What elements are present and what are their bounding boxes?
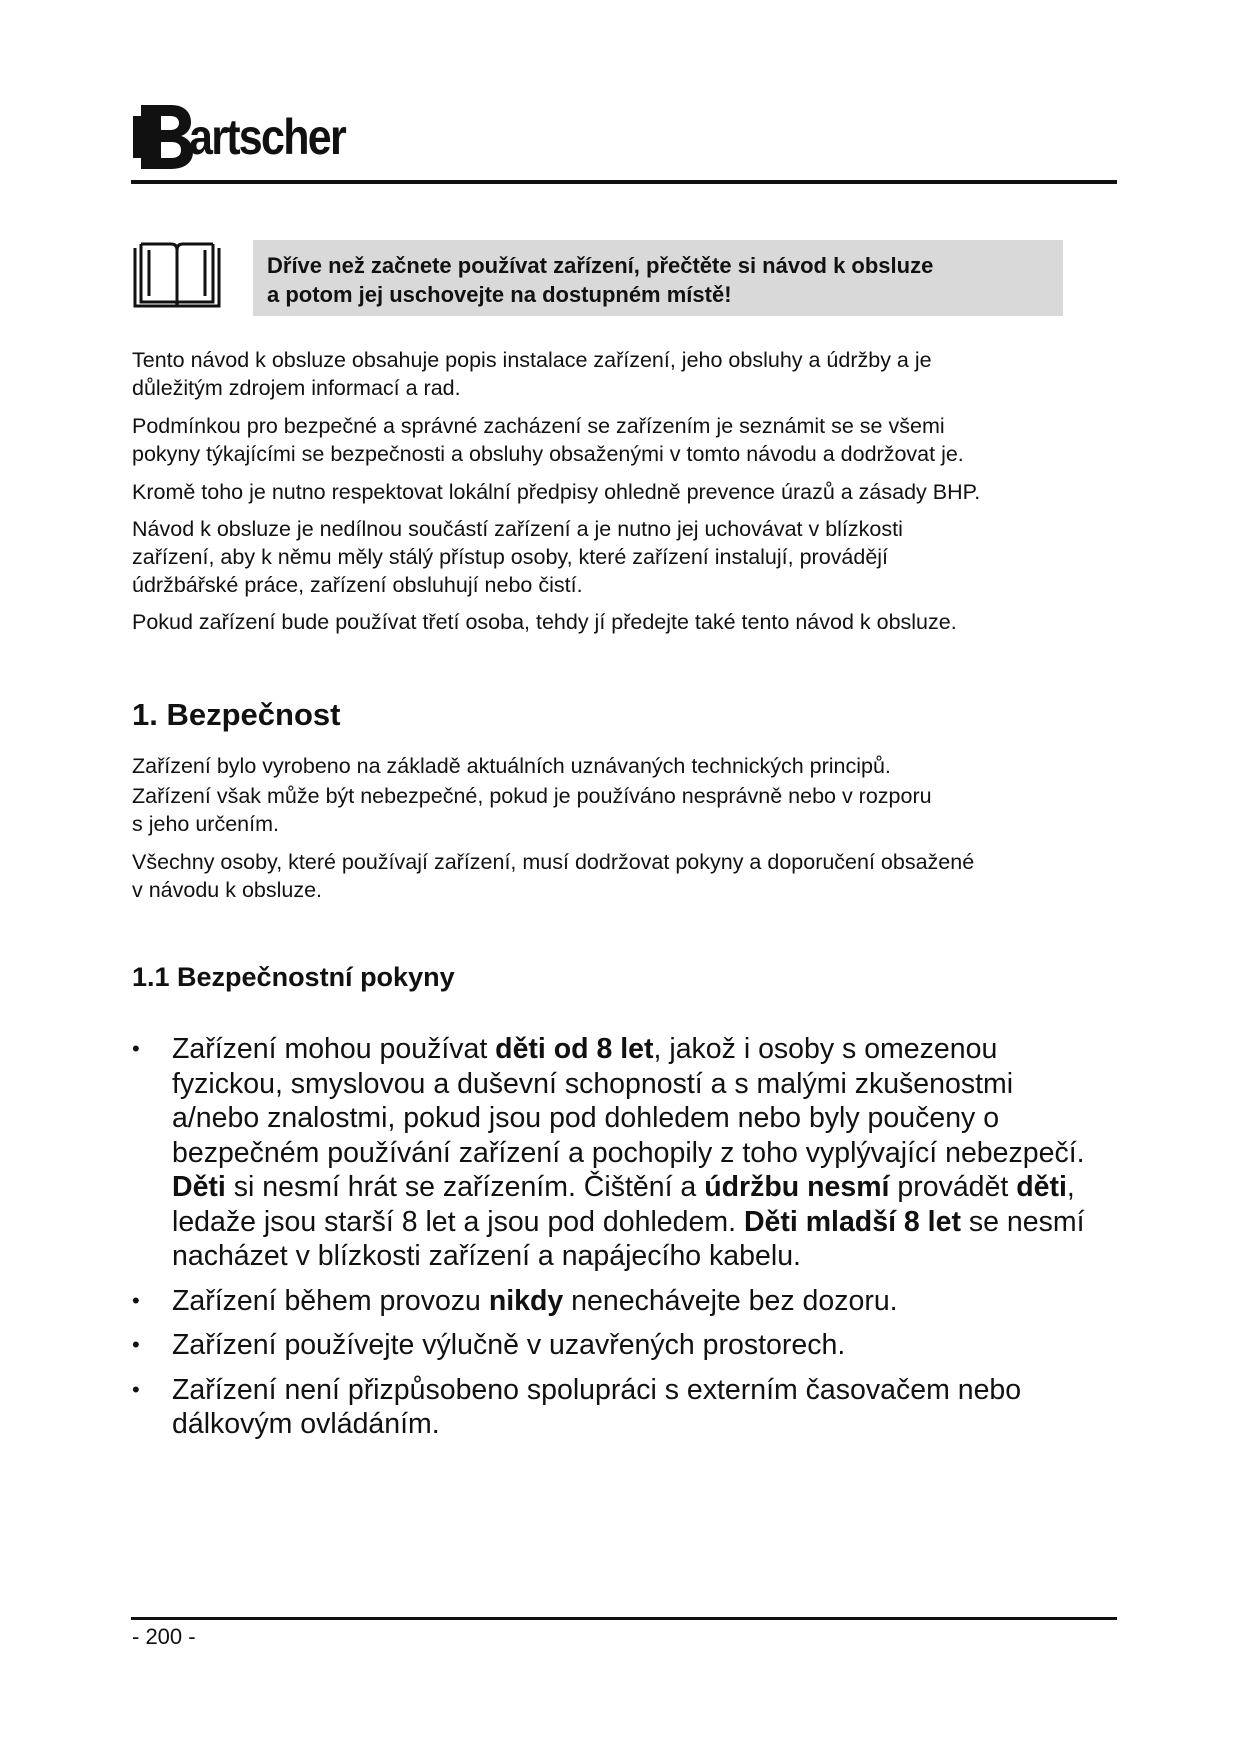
bullet-icon: •: [132, 1376, 140, 1402]
safety-instructions-list: [132, 1032, 1182, 1452]
list-item: [132, 1284, 1182, 1319]
emphasis-text: Děti: [172, 1171, 226, 1203]
emphasis-text: Děti mladší 8 let: [743, 1205, 961, 1238]
text-line: zařízení, aby k němu měly stálý přístup osoby, které zařízení instalují, provádějí: [132, 545, 889, 569]
text-line: Podmínkou pro bezpečné a správné zacházení se zařízením je seznámit se se všemi: [132, 414, 945, 438]
text-line: Návod k obsluze je nedílnou součástí zařízení a je nutno jej uchovávat v blízkosti: [132, 517, 903, 541]
text-run: ,: [1066, 1171, 1075, 1203]
text-line: Zařízení bylo vyrobeno na základě aktuálních uznávaných technických principů.: [132, 754, 891, 778]
text-line: Pokud zařízení bude používat třetí osoba, tehdy jí předejte také tento návod k obsluze.: [132, 610, 957, 634]
text-line: pokyny týkajícími se bezpečnosti a obsluhy obsaženými v tomto návodu a dodržovat je.: [132, 442, 964, 466]
text-line: Všechny osoby, které používají zařízení, musí dodržovat pokyny a doporučení obsažené: [132, 850, 975, 874]
read-manual-notice: [253, 240, 1063, 316]
text-run: si nesmí hrát se zařízením. Čištění a: [225, 1171, 705, 1203]
text-run: Zařízení mohou používat: [172, 1033, 496, 1065]
text-line: a/nebo znalostmi, pokud jsou pod dohledem nebo byly poučeny o: [172, 1102, 1000, 1134]
intro-paragraph: [132, 515, 1132, 599]
notice-line: Dříve než začnete používat zařízení, přečtěte si návod k obsluze: [267, 253, 934, 278]
emphasis-text: děti: [1016, 1171, 1067, 1203]
text-run: se nesmí: [960, 1205, 1085, 1238]
text-line: [172, 1284, 1182, 1319]
list-item: [132, 1373, 1182, 1442]
brand-logo-text: artscher: [189, 109, 345, 165]
text-run: nenechávejte bez dozoru.: [563, 1284, 898, 1317]
text-line: [172, 1205, 1182, 1240]
emphasis-text: údržbu nesmí: [704, 1171, 890, 1203]
text-line: údržbářské práce, zařízení obsluhují nebo čistí.: [132, 573, 583, 597]
text-line: Zařízení používejte výlučně v uzavřených prostorech.: [172, 1329, 846, 1361]
text-run: , jakož i osoby s omezenou: [653, 1033, 998, 1065]
text-line: Zařízení však může být nebezpečné, pokud je používáno nesprávně nebo v rozporu: [132, 784, 932, 808]
text-run: provádět: [889, 1171, 1017, 1203]
brand-logo: [131, 102, 370, 172]
text-line: v návodu k obsluze.: [132, 878, 323, 902]
text-run: Zařízení během provozu: [172, 1284, 489, 1317]
text-line: nacházet v blízkosti zařízení a napájecího kabelu.: [172, 1240, 801, 1272]
intro-paragraph: [132, 346, 1132, 402]
text-line: Tento návod k obsluze obsahuje popis instalace zařízení, jeho obsluhy a údržby a je: [132, 348, 932, 372]
notice-line: a potom jej uschovejte na dostupném místě!: [267, 282, 732, 307]
bartscher-b-logo-icon: [131, 102, 195, 172]
list-item: [132, 1032, 1182, 1274]
text-line: dálkovým ovládáním.: [172, 1408, 440, 1440]
bullet-icon: •: [132, 1332, 140, 1357]
list-item: [132, 1328, 1182, 1363]
bullet-icon: •: [132, 1287, 140, 1313]
section-paragraph: [132, 782, 1132, 838]
intro-paragraph: [132, 608, 1132, 636]
section-paragraph: [132, 752, 1132, 780]
text-line: Kromě toho je nutno respektovat lokální předpisy ohledně prevence úrazů a zásady BHP.: [132, 480, 981, 504]
text-line: bezpečném používání zařízení a pochopily z toho vyplývající nebezpečí.: [172, 1136, 1085, 1169]
text-line: [172, 1032, 1182, 1067]
section-paragraph: [132, 848, 1132, 904]
text-line: Zařízení není přizpůsobeno spolupráci s externím časovačem nebo: [172, 1373, 1022, 1406]
text-line: fyzickou, smyslovou a duševní schopností a s malými zkušenostmi: [172, 1067, 1014, 1100]
emphasis-text: děti od 8 let: [495, 1033, 654, 1065]
page-number: - 200 -: [132, 1624, 196, 1649]
text-run: ledaže jsou starší 8 let a jsou pod dohledem.: [172, 1205, 744, 1238]
bullet-icon: •: [132, 1036, 140, 1061]
emphasis-text: nikdy: [488, 1284, 564, 1317]
intro-paragraph: [132, 478, 1132, 506]
footer-divider: [131, 1617, 1117, 1620]
text-line: [172, 1170, 1182, 1205]
open-book-icon: [131, 240, 223, 312]
header-divider: [131, 180, 1117, 184]
subsection-heading: 1.1 Bezpečnostní pokyny: [132, 962, 455, 992]
intro-paragraph: [132, 412, 1132, 468]
text-line: důležitým zdrojem informací a rad.: [132, 376, 461, 400]
section-heading: 1. Bezpečnost: [132, 697, 341, 732]
text-line: s jeho určením.: [132, 812, 279, 836]
